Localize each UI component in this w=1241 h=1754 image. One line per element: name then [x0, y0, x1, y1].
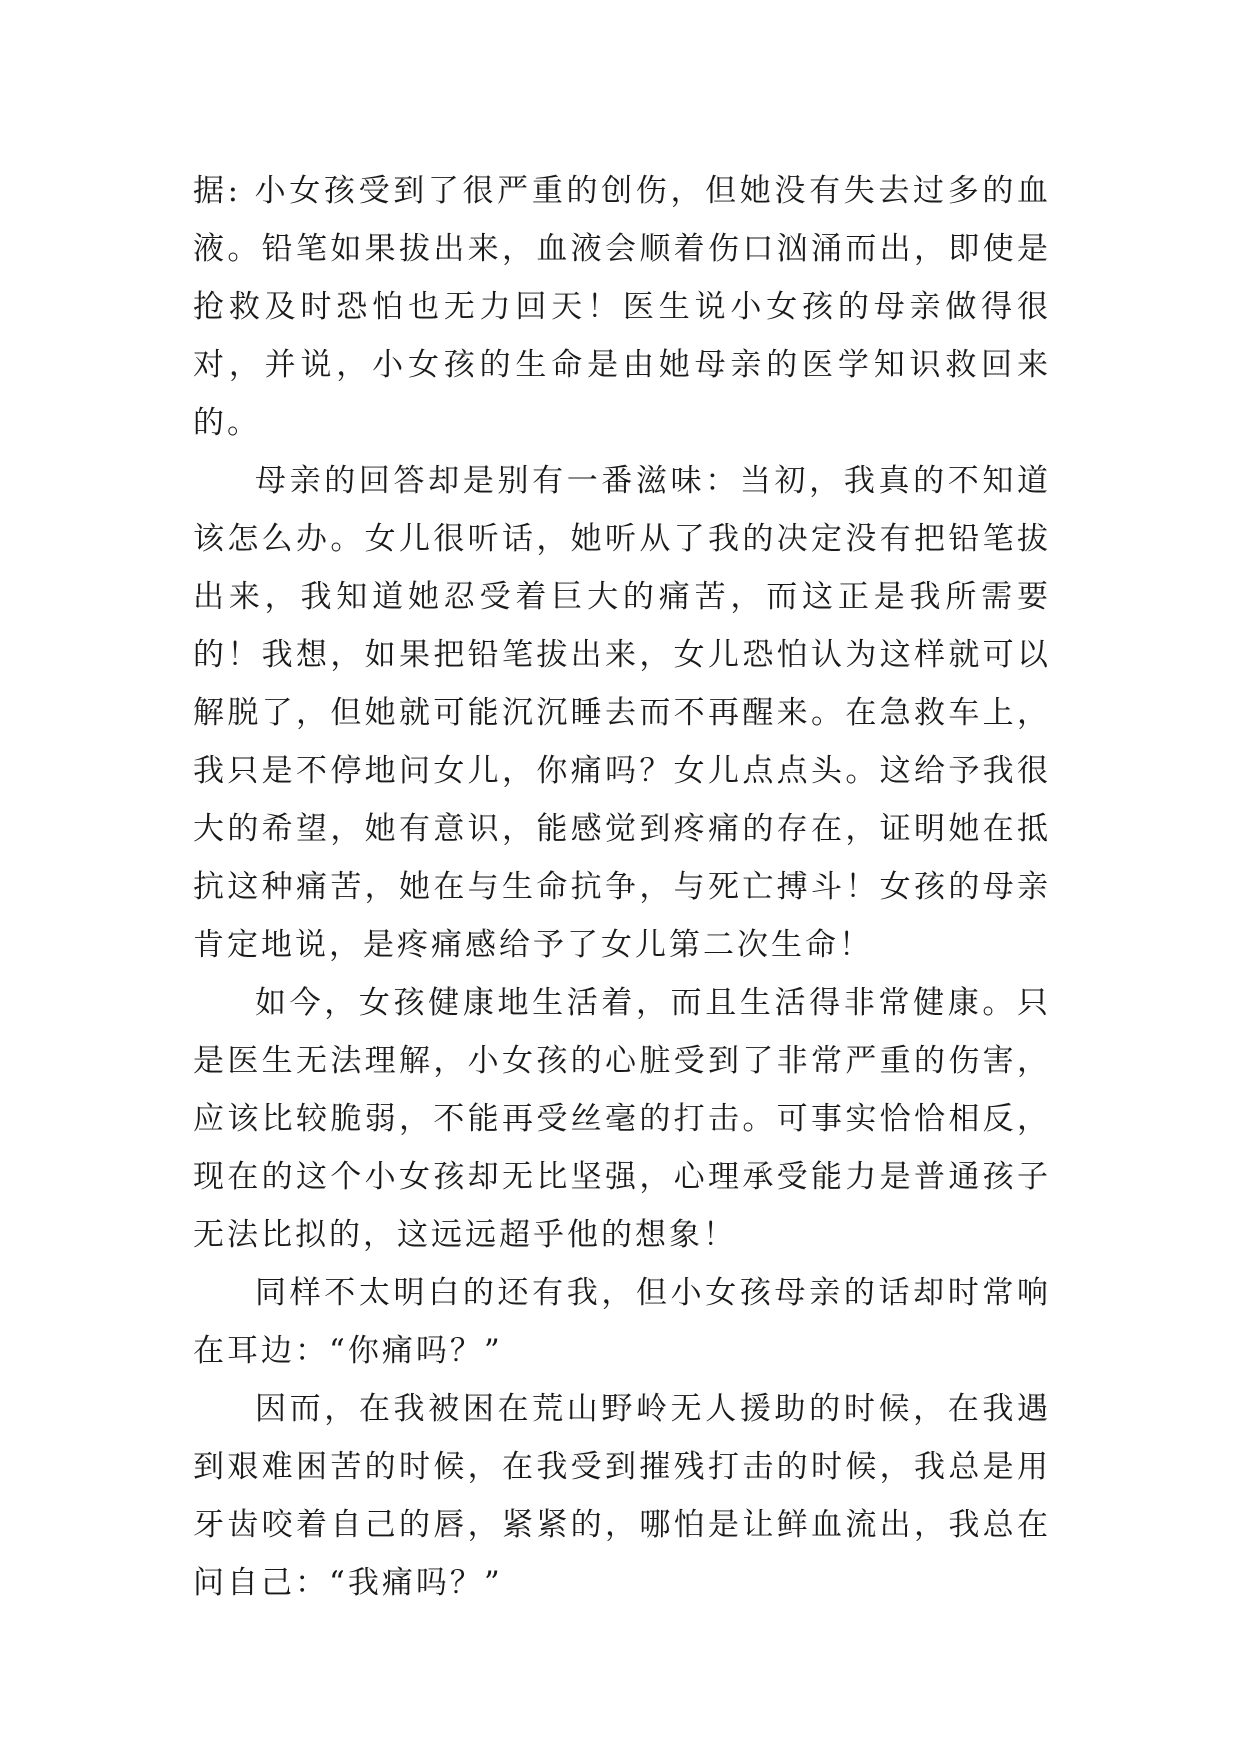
paragraph-3: 如今，女孩健康地生活着，而且生活得非常健康。只是医生无法理解，小女孩的心脏受到了非常严重的伤害，应该比较脆弱，不能再受丝毫的打击。可事实恰恰相反，现在的这个小女孩却无比坚强，心理承受能力是普通孩子无法比拟的，这远远超乎他的想象！	[193, 985, 1051, 1253]
paragraph-1: 据: 小女孩受到了很严重的创伤，但她没有失去过多的血液。铅笔如果拔出来，血液会顺着伤口汹涌而出，即使是抢救及时恐怕也无力回天！医生说小女孩的母亲做得很对，并说，小女孩的生命是由她母亲的医学知识救回来的。	[193, 173, 1051, 441]
document-body	[193, 162, 1051, 1612]
paragraph-2: 母亲的回答却是别有一番滋味：当初，我真的不知道该怎么办。女儿很听话，她听从了我的决定没有把铅笔拔出来，我知道她忍受着巨大的痛苦，而这正是我所需要的！我想，如果把铅笔拔出来，女儿恐怕认为这样就可以解脱了，但她就可能沉沉睡去而不再醒来。在急救车上，我只是不停地问女儿，你痛吗？女儿点点头。这给予我很大的希望，她有意识，能感觉到疼痛的存在，证明她在抵抗这种痛苦，她在与生命抗争，与死亡搏斗！女孩的母亲肯定地说，是疼痛感给予了女儿第二次生命！	[193, 463, 1051, 963]
paragraph-5: 因而，在我被困在荒山野岭无人援助的时候，在我遇到艰难困苦的时候，在我受到摧残打击的时候，我总是用牙齿咬着自己的唇，紧紧的，哪怕是让鲜血流出，我总在问自己：“我痛吗？”	[193, 1391, 1051, 1601]
paragraph-4: 同样不太明白的还有我，但小女孩母亲的话却时常响在耳边：“你痛吗？”	[193, 1275, 1051, 1369]
